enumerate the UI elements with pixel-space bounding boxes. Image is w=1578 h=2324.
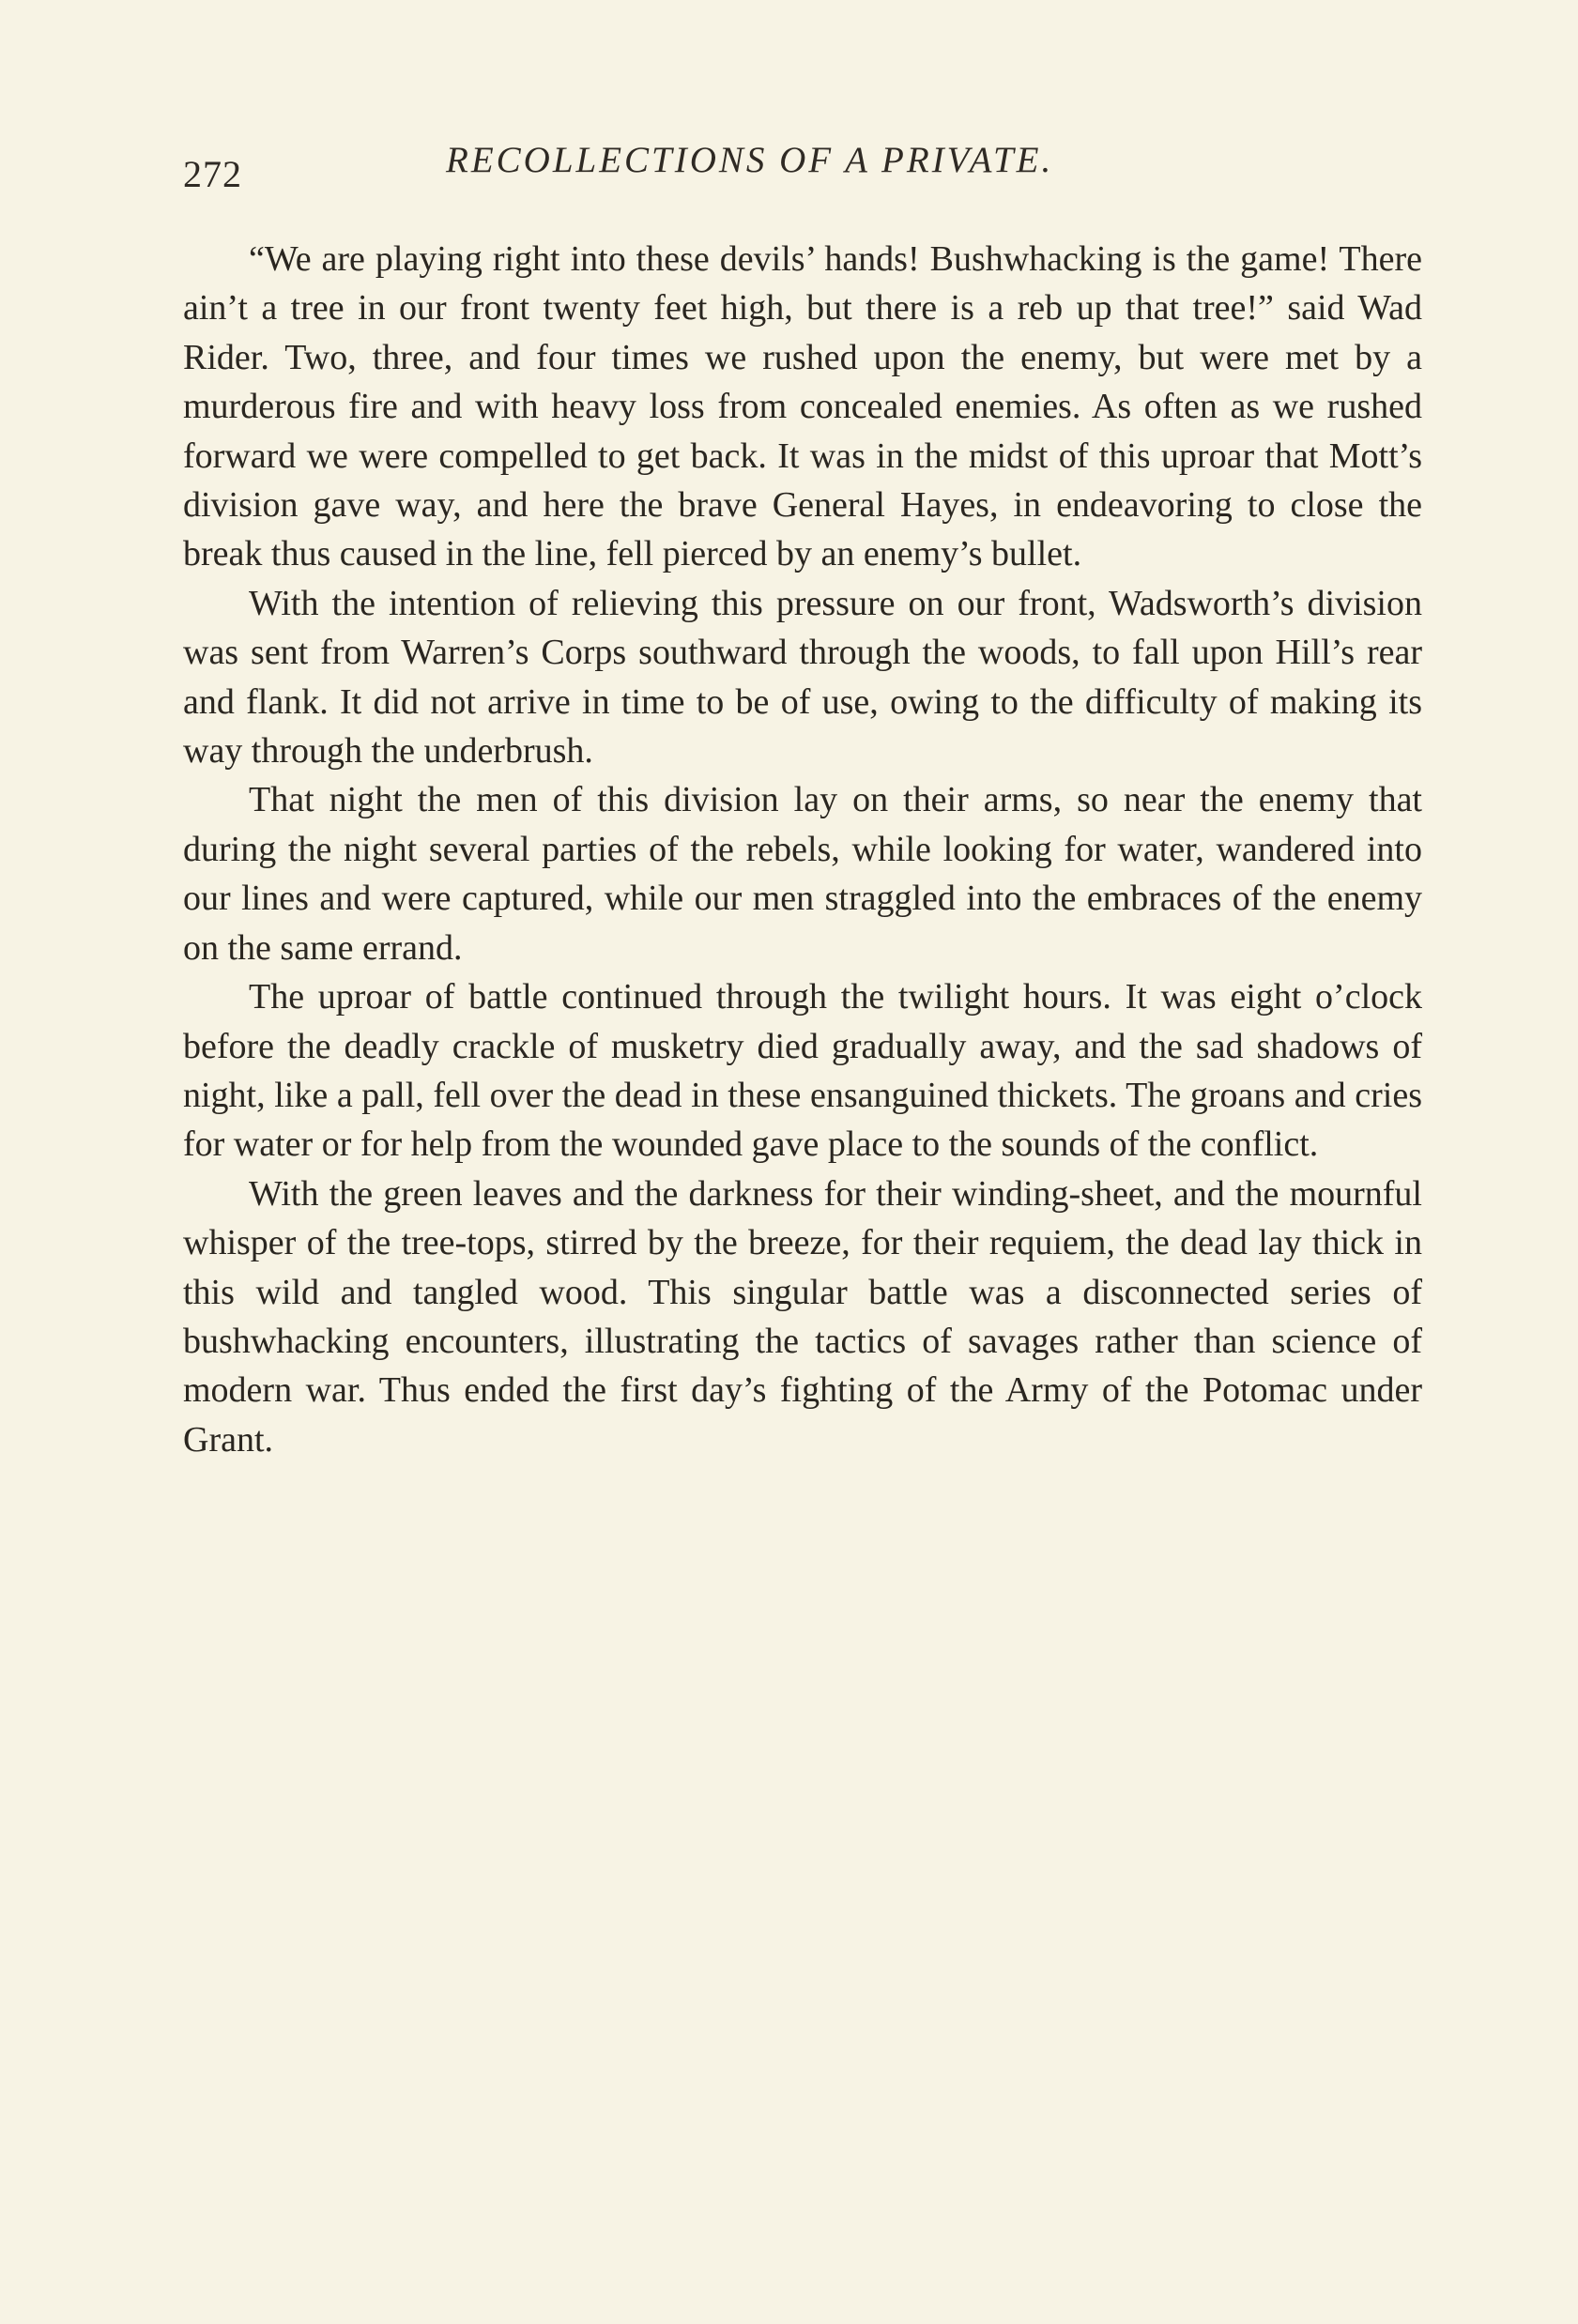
body-text [183, 235, 1422, 1464]
paragraph: That night the men of this division lay on their arms, so near the enemy that during the night several parties of the rebels, while looking for water, wandered into our lines and were captured, while our men straggled into the embraces of the enemy on the same errand. [183, 780, 1422, 968]
paragraph: “We are playing right into these devils’ hands! Bushwhacking is the game! There ain’t a tree in our front twenty feet high, but there is a reb up that tree!” said Wad Rider. Two, three, and four times we rushed upon the enemy, but were met by a murderous fire and with heavy loss from concealed enemies. As often as we rushed forward we were compelled to get back. It was in the midst of this uproar that Mott’s division gave way, and here the brave General Hayes, in endeavoring to close the break thus caused in the line, fell pierced by an enemy’s bullet. [183, 239, 1422, 574]
paragraph: With the intention of relieving this pressure on our front, Wadsworth’s division was sent from Warren’s Corps southward through the woods, to fall upon Hill’s rear and flank. It did not arrive in time to be of use, owing to the difficulty of making its way through the underbrush. [183, 583, 1422, 772]
paragraph: The uproar of battle continued through the twilight hours. It was eight o’clock before the deadly crackle of musketry died gradually away, and the sad shadows of night, like a pall, fell over the dead in these ensanguined thickets. The groans and cries for water or for help from the wounded gave place to the sounds of the conflict. [183, 977, 1422, 1165]
running-title: RECOLLECTIONS OF A PRIVATE. [446, 140, 1054, 180]
running-head [183, 139, 1169, 195]
paragraph: With the green leaves and the darkness for their winding-sheet, and the mournful whisper of the tree-tops, stirred by the breeze, for their requiem, the dead lay thick in this wild and tangled wood. This singular battle was a disconnected series of bushwhacking encounters, illustrating the tactics of savages rather than science of modern war. Thus ended the first day’s fighting of the Army of the Potomac under Grant. [183, 1173, 1422, 1460]
page-number: 272 [183, 153, 242, 195]
